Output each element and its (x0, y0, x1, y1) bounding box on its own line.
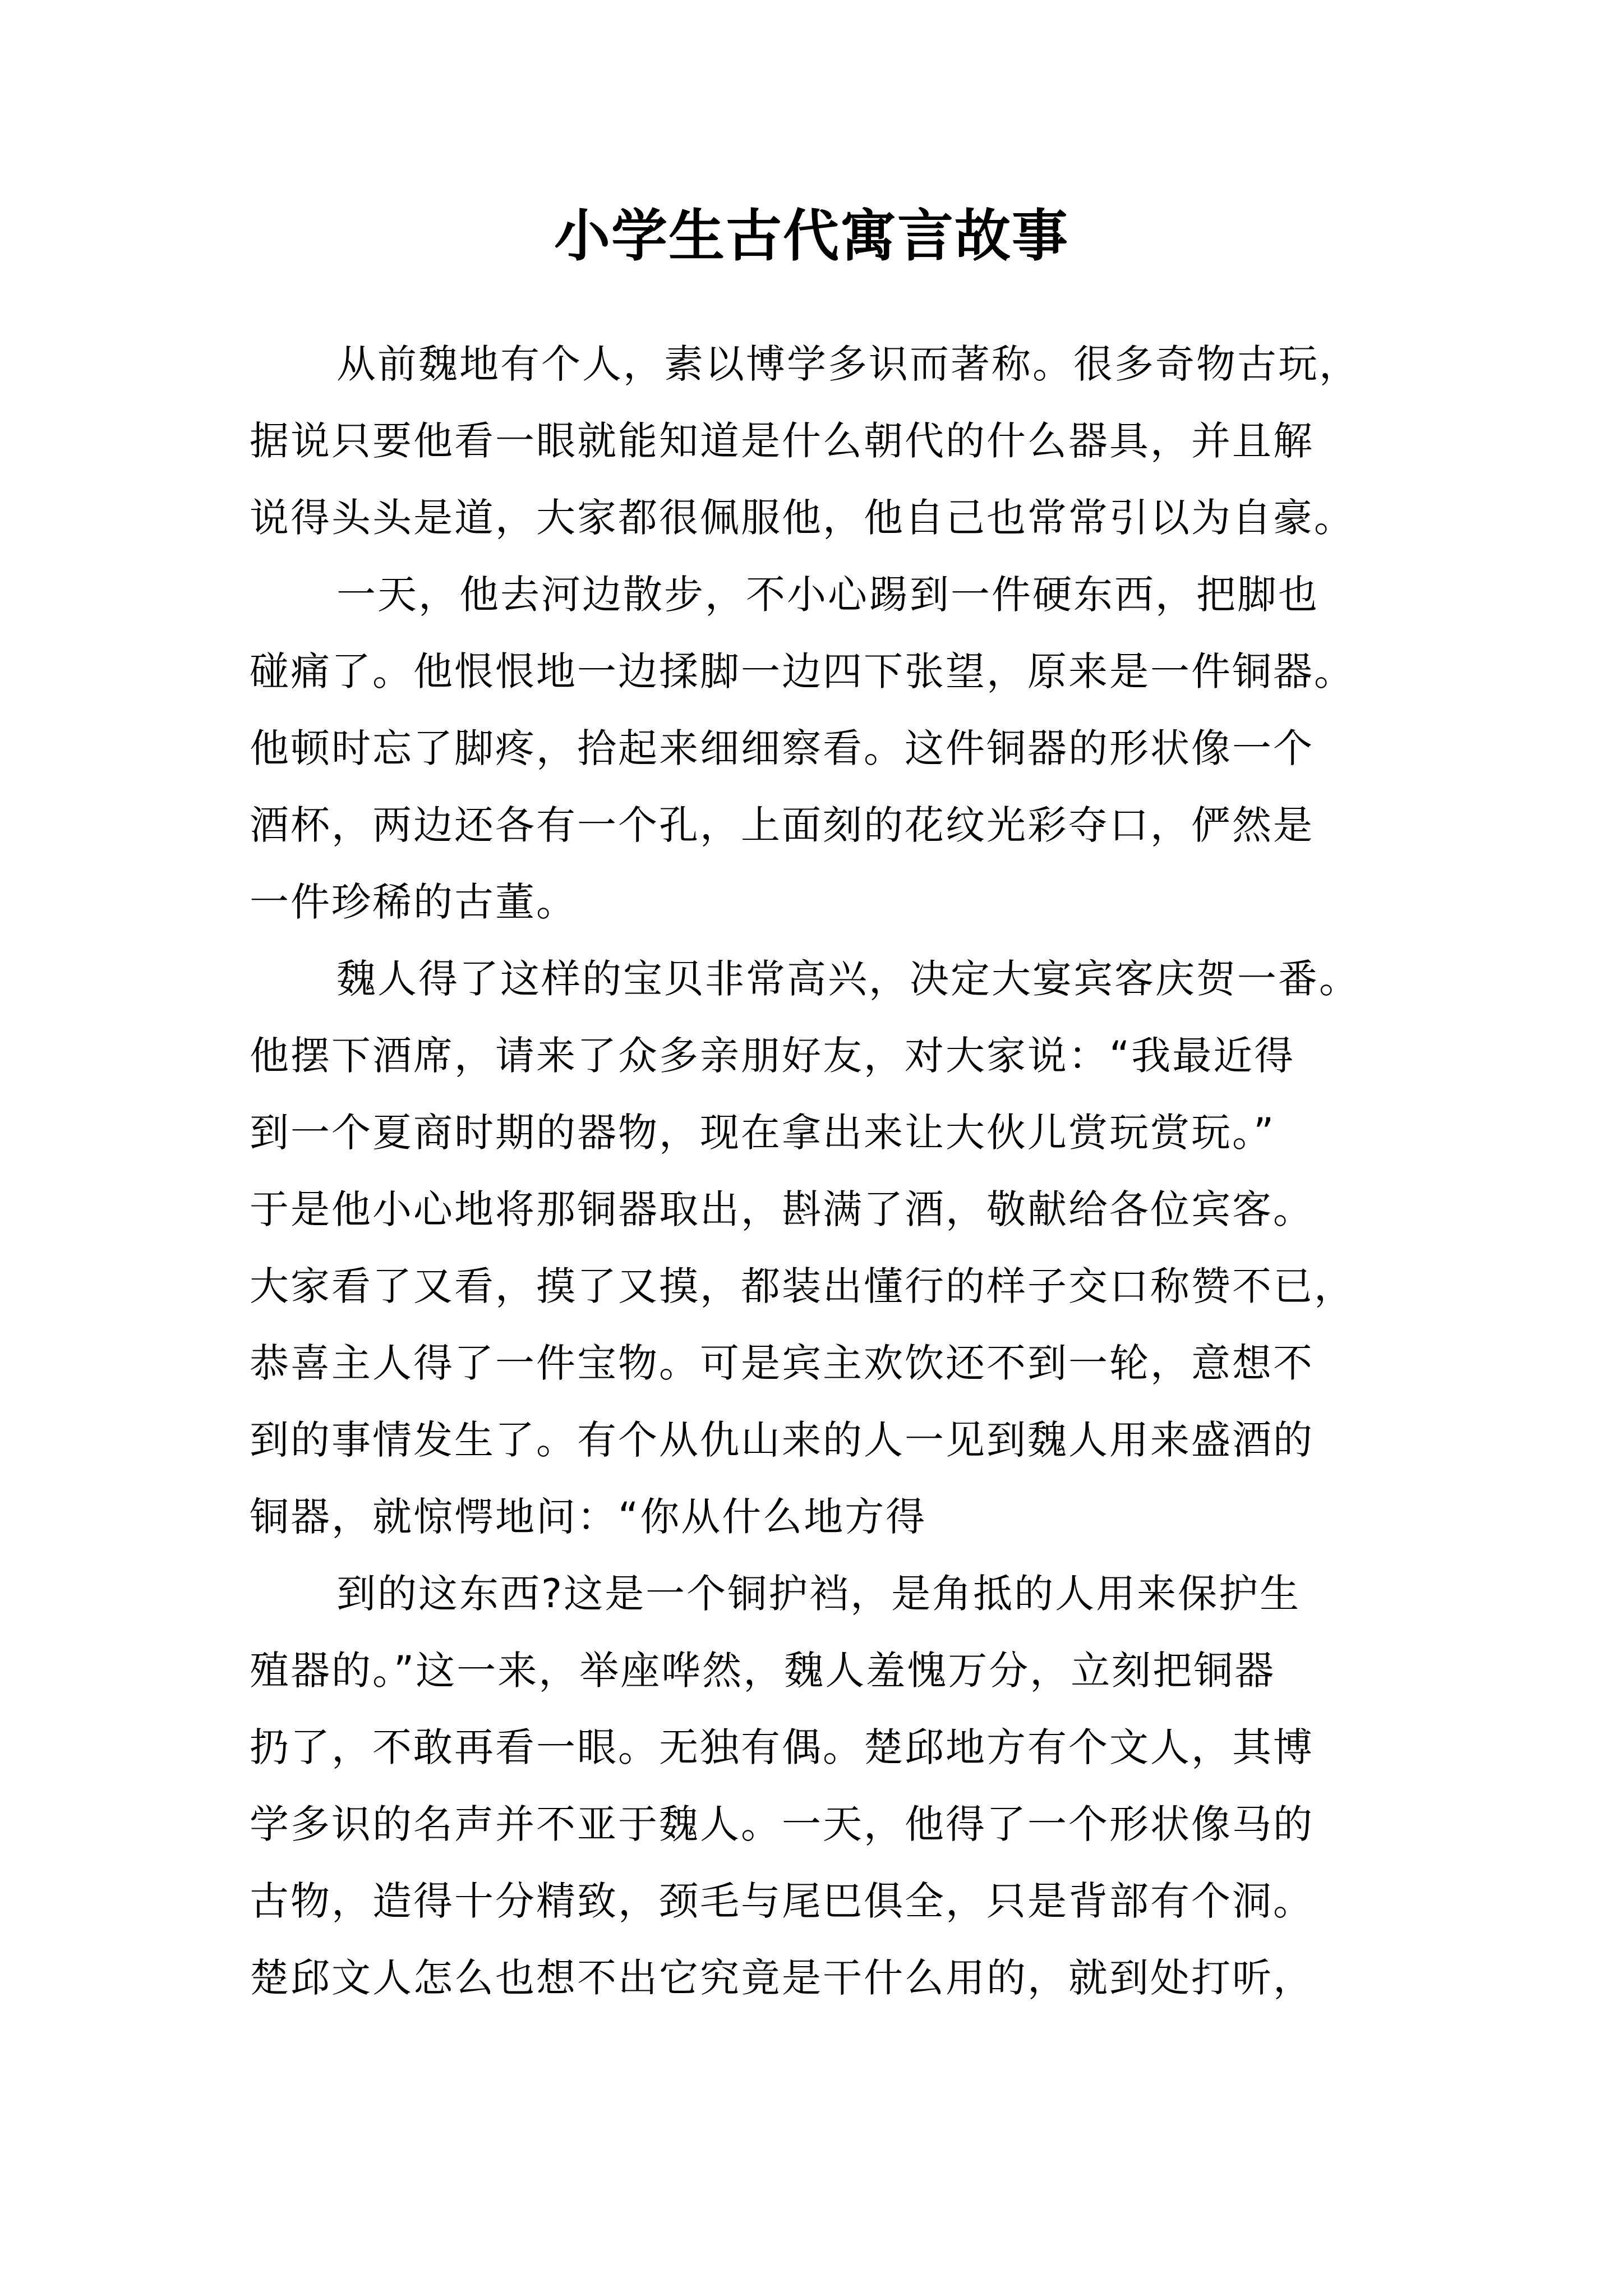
paragraph-line: 到的这东西?这是一个铜护裆，是角抵的人用来保护生 (336, 1571, 1301, 1617)
paragraph-line: 殖器的。”这一来，举座哗然，魏人羞愧万分，立刻把铜器 (250, 1648, 1276, 1694)
paragraph-line: 到的事情发生了。有个从仇山来的人一见到魏人用来盛酒的 (250, 1417, 1314, 1463)
paragraph-line: 一件珍稀的古董。 (250, 879, 577, 925)
document-body (250, 337, 1416, 2027)
paragraph-line: 魏人得了这样的宝贝非常高兴，决定大宴宾客庆贺一番。 (336, 956, 1360, 1002)
paragraph-line: 古物，造得十分精致，颈毛与尾巴俱全，只是背部有个洞。 (250, 1878, 1314, 1924)
paragraph-line: 扔了，不敢再看一眼。无独有偶。楚邱地方有个文人，其博 (250, 1724, 1314, 1770)
paragraph-line: 到一个夏商时期的器物，现在拿出来让大伙儿赏玩赏玩。” (250, 1110, 1276, 1156)
paragraph-line: 恭喜主人得了一件宝物。可是宾主欢饮还不到一轮，意想不 (250, 1340, 1314, 1386)
paragraph-line: 他顿时忘了脚疼，拾起来细细察看。这件铜器的形状像一个 (250, 725, 1314, 771)
paragraph-line: 铜器，就惊愕地问：“你从什么地方得 (250, 1494, 927, 1540)
paragraph-line: 据说只要他看一眼就能知道是什么朝代的什么器具，并且解 (250, 418, 1314, 464)
paragraph-line: 于是他小心地将那铜器取出，斟满了酒，敬献给各位宾客。 (250, 1186, 1314, 1232)
paragraph-line: 楚邱文人怎么也想不出它究竟是干什么用的，就到处打听， (250, 1955, 1314, 2001)
paragraph-line: 一天，他去河边散步，不小心踢到一件硬东西，把脚也 (336, 572, 1319, 618)
paragraph-line: 碰痛了。他恨恨地一边揉脚一边四下张望，原来是一件铜器。 (250, 648, 1355, 694)
paragraph-line: 酒杯，两边还各有一个孔，上面刻的花纹光彩夺口，俨然是 (250, 802, 1314, 848)
paragraph-line: 他摆下酒席，请来了众多亲朋好友，对大家说：“我最近得 (250, 1033, 1295, 1079)
paragraph-line: 从前魏地有个人，素以博学多识而著称。很多奇物古玩， (336, 341, 1360, 387)
paragraph-line: 大家看了又看，摸了又摸，都装出懂行的样子交口称赞不已， (250, 1263, 1355, 1309)
page-title: 小学生古代寓言故事 (554, 203, 1069, 269)
paragraph-line: 说得头头是道，大家都很佩服他，他自己也常常引以为自豪。 (250, 495, 1355, 541)
paragraph-line: 学多识的名声并不亚于魏人。一天，他得了一个形状像马的 (250, 1801, 1314, 1847)
